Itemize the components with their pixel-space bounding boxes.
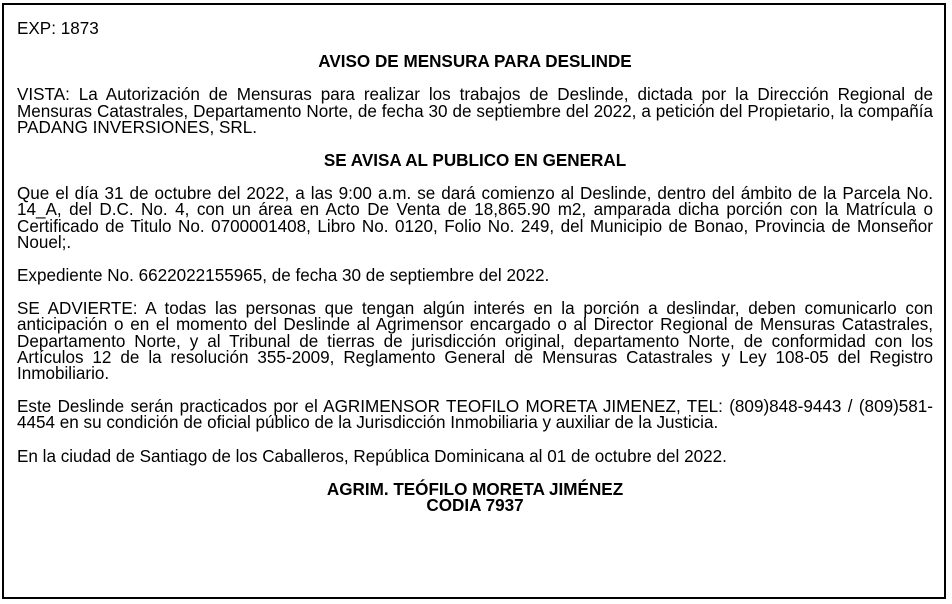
vista-paragraph: VISTA: La Autorización de Mensuras para realizar los trabajos de Deslinde, dictada por la Dirección Regional de Mensuras Catastrales, Departamento Norte, de fecha 30 de septiembre del 2022, a petición del Propietario, la compañía PADANG INVERSIONES, SRL. [17, 85, 933, 137]
exp-number: EXP: 1873 [17, 19, 99, 38]
deslinde-paragraph: Este Deslinde serán practicados por el AGRIMENSOR TEOFILO MORETA JIMENEZ, TEL: (809)848-9443 / (809)581-4454 en su condición de oficial público de la Jurisdicción Inmobiliaria y auxiliar de la Justicia. [17, 397, 933, 433]
legal-notice [2, 3, 946, 599]
ciudad-paragraph: En la ciudad de Santiago de los Caballeros, República Dominicana al 01 de octubre del 2022. [17, 446, 727, 466]
notice-subtitle: SE AVISA AL PUBLICO EN GENERAL [323, 151, 627, 171]
que-paragraph: Que el día 31 de octubre del 2022, a las 9:00 a.m. se dará comienzo al Deslinde, dentro del ámbito de la Parcela No. 14_A, del D.C. No. 4, con un área en Acto De Venta de 18,865.90 m2, amparada dicha porción con la Matrícula o Certificado de Titulo No. 0700001408, Libro No. 0120, Folio No. 249, del Municipio de Bonao, Provincia de Monseñor Nouel;. [17, 184, 933, 252]
signature-codia: CODIA 7937 [426, 496, 524, 516]
expediente-paragraph: Expediente No. 6622022155965, de fecha 30 de septiembre del 2022. [17, 266, 550, 286]
advierte-paragraph: SE ADVIERTE: A todas las personas que tengan algún interés en la porción a deslindar, deben comunicarlo con anticipación o en el momento del Deslinde al Agrimensor encargado o al Director Regional de Mensuras Catastrales, Departamento Norte, y al Tribunal de tierras de jurisdicción original, departamento Norte, de conformidad con los Artículos 12 de la resolución 355-2009, Reglamento General de Mensuras Catastrales y Ley 108-05 del Registro Inmobiliario. [17, 299, 933, 384]
signature-name: AGRIM. TEÓFILO MORETA JIMÉNEZ [326, 479, 624, 499]
notice-title: AVISO DE MENSURA PARA DESLINDE [318, 52, 632, 72]
